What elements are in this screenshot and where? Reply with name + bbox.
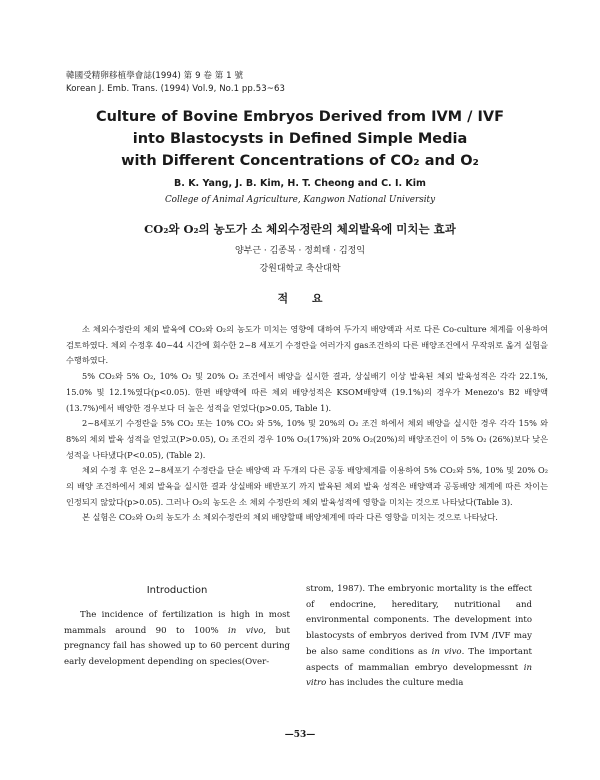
abstract-heading: 적 요 (277, 292, 333, 305)
title-line-1: Culture of Bovine Embryos Derived from IVM / IVF (95, 109, 505, 125)
right-column (306, 582, 532, 692)
author-affiliation: College of Animal Agriculture, Kangwon National University (164, 195, 436, 205)
introduction-heading: Introduction (146, 585, 208, 596)
korean-author-list: 양부근 · 김종복 · 정희태 · 김정익 (234, 246, 366, 256)
intro-paragraph-left (64, 608, 290, 671)
intro-text: has includes the culture media (329, 678, 464, 689)
intro-text: The incidence of fertilization is high in most mammals around 90 to 100% (64, 610, 290, 636)
abstract-paragraph: 체외 수정 후 얻은 2~8세포기 수정란을 단순 배양액 과 두개의 다른 공동 배양체계를 이용하여 5% CO₂와 5%, 10% 및 20% O₂의 배양 조건하에서 체외 발육을 실시한 결과 상실배와 배반포기 까지 발육된 체외 발육 성적은 배양액과 공동배양 체계에 따른 차이는 인정되지 않았다(p>0.05). 그러나 O₂의 농도은 소 체외 수정란의 체외 발육성적에 영향을 미치는 것으로 나타났다(Table 3). (66, 465, 548, 507)
intro-italic-term: in vivo (431, 646, 462, 657)
journal-header (66, 70, 285, 96)
title-line-3: with Different Concentrations of CO₂ and O₂ (121, 153, 479, 169)
intro-text: . The important aspects of mammalian embryo developmessnt (306, 646, 532, 673)
intro-paragraph-right (306, 582, 532, 692)
paper-title (0, 106, 600, 172)
author-list: B. K. Yang, J. B. Kim, H. T. Cheong and C. I. Kim (174, 178, 426, 189)
korean-title: CO₂와 O₂의 농도가 소 체외수정란의 체외발육에 미치는 효과 (144, 222, 456, 236)
intro-italic-term: in vitro (306, 662, 533, 689)
left-column (64, 608, 290, 671)
journal-line-korean: 韓國受精卵移植學會誌(1994) 第 9 卷 第 1 號 (66, 71, 244, 81)
abstract-body (66, 322, 548, 526)
abstract-paragraph: 2~8세포기 수정란을 5% CO₂ 또는 10% CO₂ 와 5%, 10% 및 20%의 O₂ 조건 하에서 체외 배양을 실시한 경우 각각 15% 와 8%의 체외 발육 성적을 얻었고(P>0.05), O₂ 조건의 경우 10% O₂(17%)와 20% O₂(20%)의 배양조건이 이 5% O₂ (26%)보다 낮은 성적을 나타냈다(P<0.05), (Table 2). (66, 418, 548, 460)
intro-text: , but pregnancy fail has showed up to 60 percent during early development depending on species(Over- (64, 625, 291, 668)
page-number: —53— (284, 730, 316, 740)
journal-line-english: Korean J. Emb. Trans. (1994) Vol.9, No.1 pp.53~63 (66, 84, 285, 94)
abstract-paragraph: 5% CO₂와 5% O₂, 10% O₂ 및 20% O₂ 조건에서 배양을 실시한 결과, 상실배기 이상 발육된 체외 발육성적은 각각 22.1%, 15.0% 및 12.1%였다(p<0.05). 한편 배양액에 따른 체외 배양성적은 KSOM배양액 (19.1%)의 경우가 Menezo's B2 배양액(13.7%)에서 배양한 경우보다 더 높은 성적을 얻었다(p>0.05, Table 1). (66, 371, 548, 413)
intro-text: strom, 1987). The embryonic mortality is the effect of endocrine, hereditary, nutritional and environmental components. The development into blastocysts of embryos derived from IVM /IVF may be also same conditions as (306, 584, 532, 657)
title-line-2: into Blastocysts in Defined Simple Media (132, 131, 468, 147)
abstract-paragraph: 본 실험은 CO₂와 O₂의 농도가 소 체외수정란의 체외 배양할때 배양체계에 따라 다른 영향을 미치는 것으로 나타났다. (82, 512, 498, 523)
korean-affiliation: 강원대학교 축산대학 (259, 264, 341, 274)
abstract-paragraph: 소 체외수정란의 체외 발육에 CO₂와 O₂의 농도가 미치는 영향에 대하여 두가지 배양액과 서로 다른 Co-culture 체계를 이용하여 검토하였다. 체외 수정후 40~44 시간에 회수한 2~8 세포기 수정란을 여러가지 gas조건하의 다른 배양조건에서 무작위로 옮겨 실험을 수행하였다. (66, 324, 548, 366)
intro-italic-term: in vivo (228, 625, 264, 636)
